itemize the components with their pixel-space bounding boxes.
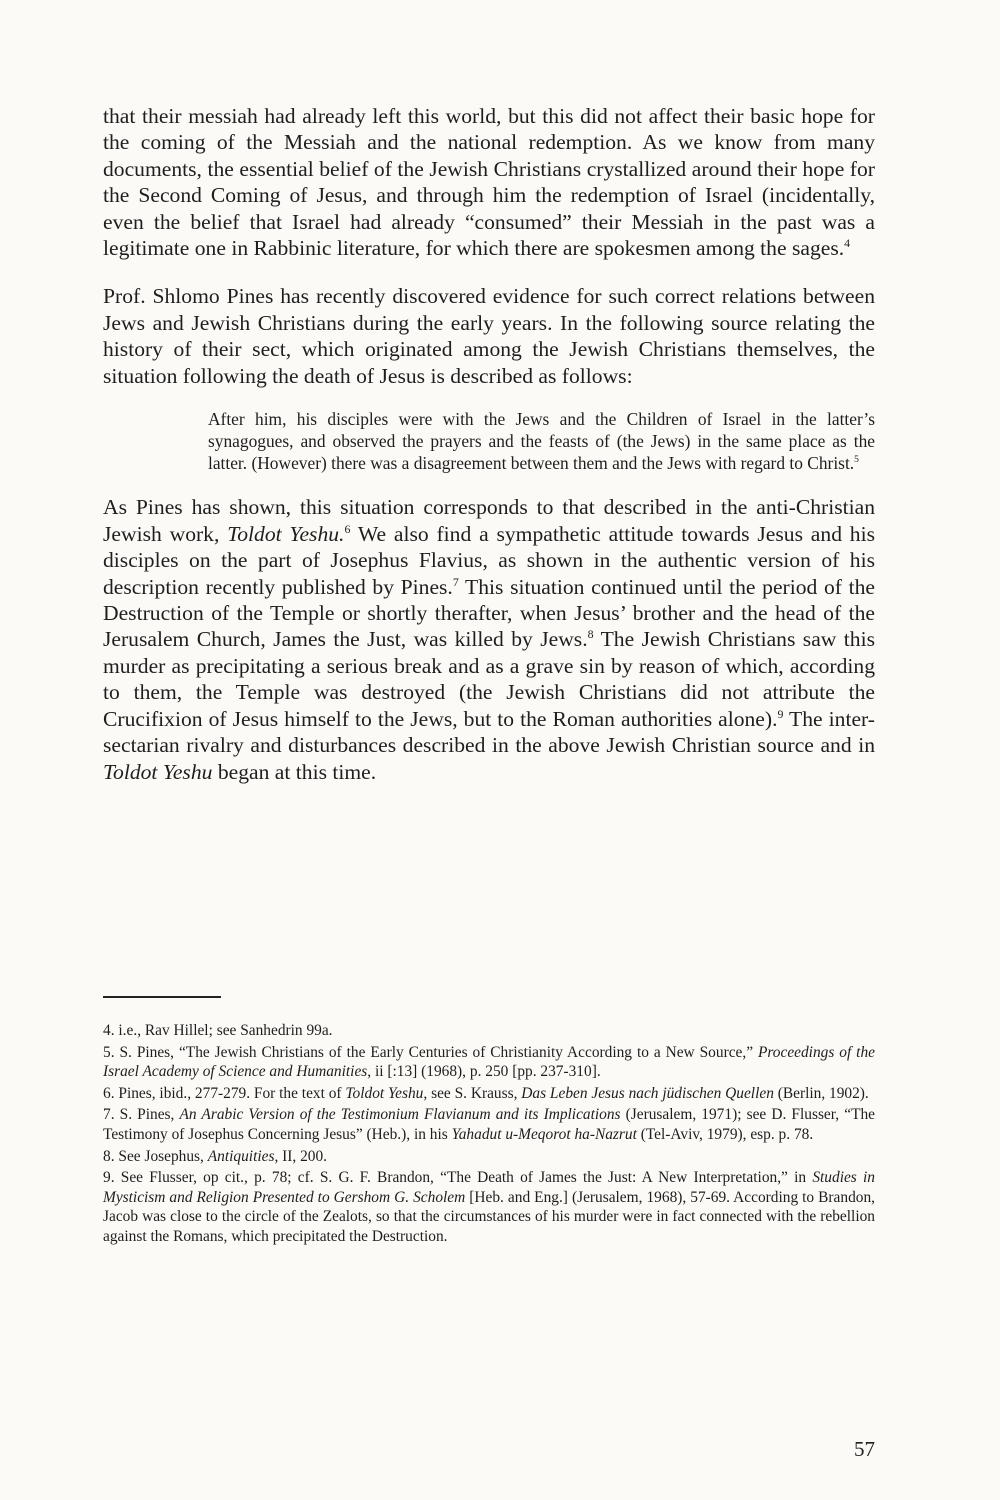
block-quote [103, 409, 875, 474]
footnote-text: , ii [:13] (1968), p. 250 [pp. 237-310]. [367, 1063, 601, 1081]
book-title: Yahadut u-Meqorot ha-Nazrut [451, 1125, 637, 1143]
footnote-7 [103, 1105, 875, 1144]
footnote-text: 5. S. Pines, “The Jewish Christians of the Early Centuries of Christianity According to a New Source,” [103, 1043, 758, 1061]
paragraph-text: The inter-sectarian rivalry and disturbances described in the above Jewish Christian source and in [103, 706, 875, 758]
footnote-text: (Tel-Aviv, 1979), esp. p. 78. [636, 1125, 814, 1143]
main-text [103, 103, 875, 785]
book-title: Antiquities [207, 1147, 275, 1165]
paragraph-text: The Jewish Christians saw this murder as precipitating a serious break and as a grave sin by reason of which, according to them, the Temple was destroyed (the Jewish Christians did not attribute the Crucifixion of Jesus himself to the Jews, but to the Roman authorities alone). [103, 627, 875, 731]
footnote-ref-6: 6 [344, 521, 351, 536]
footnote-ref-9: 9 [777, 706, 784, 721]
journal-title: Proceedings of the Israel Academy of Science and Humanities [103, 1043, 875, 1081]
paragraph-text: This situation continued until the period of the Destruction of the Temple or shortly therafter, when Jesus’ brother and the head of the Jerusalem Church, James the Just, was killed by Jews. [103, 574, 875, 652]
footnote-text: 7. S. Pines, [103, 1106, 180, 1124]
footnote-text: , II, 200. [274, 1147, 328, 1165]
footnote-text: 9. See Flusser, op cit., p. 78; cf. S. G. F. Brandon, “The Death of James the Just: A New Interpretation,” in [103, 1169, 813, 1187]
footnote-ref-5: 5 [854, 453, 859, 465]
book-title: Toldot Yeshu [103, 759, 213, 784]
footnote-ref-7: 7 [452, 574, 459, 589]
body-paragraph-2: Prof. Shlomo Pines has recently discovered evidence for such correct relations between Jews and Jewish Christians during the early years. In the following source relating the history of their sect, which originated among the Jewish Christians themselves, the situation following the death of Jesus is described as follows: [103, 284, 875, 388]
book-title: Toldot Yeshu [345, 1084, 424, 1102]
footnote-text: 6. Pines, ibid., 277-279. For the text of [103, 1084, 346, 1102]
footnote-text: (Berlin, 1902). [773, 1084, 869, 1102]
book-title: Toldot Yeshu. [227, 521, 345, 546]
body-paragraph-1 [103, 103, 875, 261]
footnotes [103, 1021, 875, 1249]
book-title: Das Leben Jesus nach jüdischen Quellen [521, 1084, 774, 1102]
footnote-ref-8: 8 [587, 627, 594, 642]
footnote-text: 8. See Josephus, [103, 1147, 208, 1165]
footnote-text: [Heb. and Eng.] (Jerusalem, 1968), 57-69. According to Brandon, Jacob was close to the circle of the Zealots, so that the circumstances of his murder were in fact connected with the rebellion against the Romans, which precipitated the Destruction. [103, 1188, 876, 1245]
paragraph-text: We also find a sympathetic attitude towards Jesus and his disciples on the part of Josephus Flavius, as shown in the authentic version of his description recently published by Pines. [103, 521, 876, 599]
footnote-6 [103, 1084, 875, 1104]
body-paragraph-3 [103, 494, 875, 784]
footnote-9 [103, 1168, 875, 1246]
footnote-8 [103, 1147, 875, 1167]
footnote-4: 4. i.e., Rav Hillel; see Sanhedrin 99a. [103, 1022, 333, 1039]
footnote-divider [103, 996, 221, 998]
footnote-5 [103, 1043, 875, 1082]
footnote-ref-4: 4 [844, 235, 851, 250]
footnote-text: , see S. Krauss, [423, 1084, 522, 1102]
book-title: An Arabic Version of the Testimonium Flavianum and its Implications [179, 1106, 621, 1124]
book-title: Studies in Mysticism and Religion Presented to Gershom G. Scholem [103, 1169, 875, 1206]
paragraph-text: that their messiah had already left this world, but this did not affect their basic hope for the coming of the Messiah and the national redemption. As we know from many documents, the essential belief of the Jewish Christians crystallized around their hope for the Second Coming of Jesus, and through him the redemption of Israel (incidentally, even the belief that Israel had already “consumed” their Messiah in the past was a legitimate one in Rabbinic literature, for which there are spokesmen among the sages. [103, 104, 875, 261]
paragraph-text: began at this time. [212, 759, 377, 784]
page-number: 57 [854, 1437, 875, 1461]
quote-text: After him, his disciples were with the Jews and the Children of Israel in the latter’s synagogues, and observed the prayers and the feasts of (the Jews) in the same place as the latter. (However) there was a disagreement between them and the Jews with regard to Christ. [208, 409, 875, 473]
paragraph-text: As Pines has shown, this situation corresponds to that described in the anti-Christian Jewish work, [103, 495, 875, 546]
footnote-text: (Jerusalem, 1971); see D. Flusser, “The Testimony of Josephus Concerning Jesus” (Heb.), in his [103, 1106, 875, 1143]
